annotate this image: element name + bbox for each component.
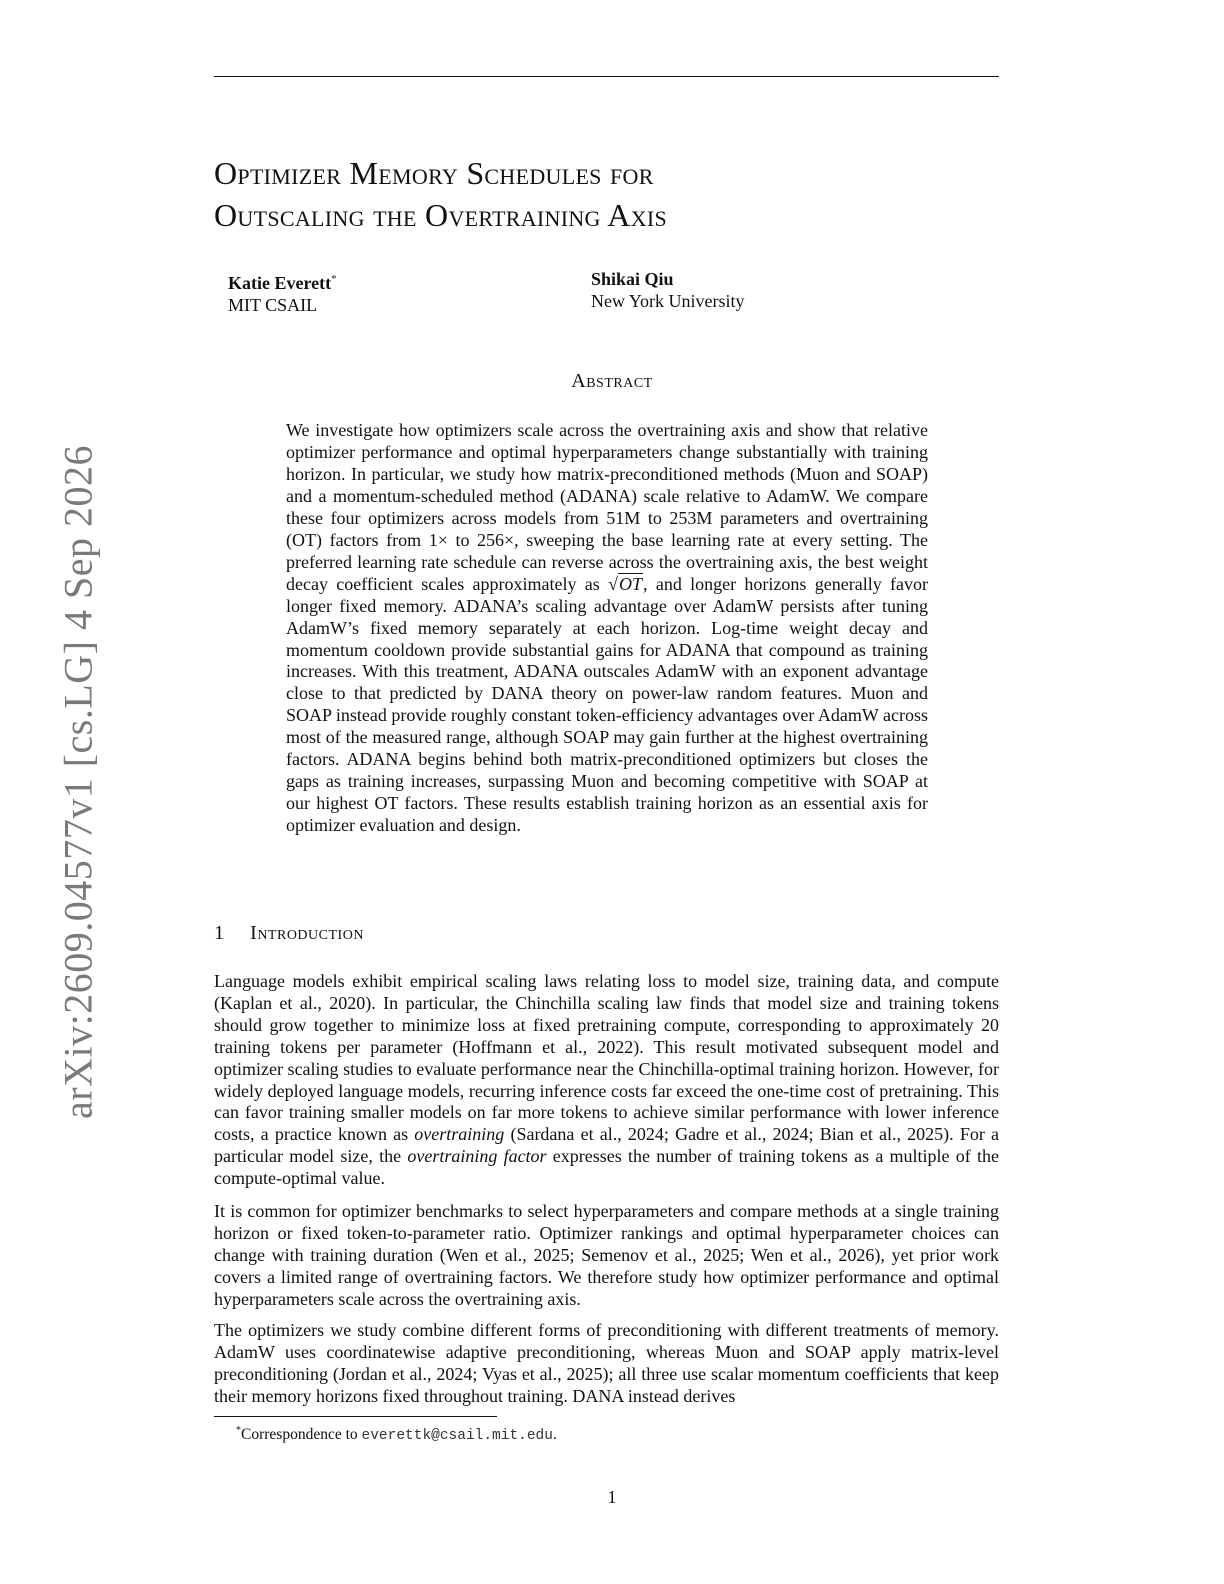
paper-title [214, 152, 1014, 236]
author-block-1 [228, 268, 337, 316]
author-name: Katie Everett* [228, 273, 337, 293]
author-affiliation: MIT CSAIL [228, 295, 318, 315]
author-block-2 [591, 268, 745, 312]
footnote: *Correspondence to everettk@csail.mit.edu. [236, 1425, 557, 1445]
footnote-rule [214, 1416, 497, 1417]
author-affiliation: New York University [591, 291, 745, 311]
abstract-text: We investigate how optimizers scale across the overtraining axis and show that relative optimizer performance and optimal hyperparameters change substantially with training horizon. In particular, we study how matrix-preconditioned methods (Muon and SOAP) and a momentum-scheduled method (ADANA) scale relative to AdamW. We compare these four optimizers across models from 51M to 253M parameters and overtraining (OT) factors from 1× to 256×, sweeping the base learning rate at every setting. The preferred learning rate schedule can reverse across the overtraining axis, the best weight decay coefficient scales approximately as √OT, and longer horizons generally favor longer fixed memory. ADANA’s scaling advantage over AdamW persists after tuning AdamW’s fixed memory separately at each horizon. Log-time weight decay and momentum cooldown provide substantial gains for ADANA that compound as training increases. With this treatment, ADANA outscales AdamW with an exponent advantage close to that predicted by DANA theory on power-law random features. Muon and SOAP instead provide roughly constant token-efficiency advantages over AdamW across most of the measured range, although SOAP may gain further at the highest overtraining factors. ADANA begins behind both matrix-preconditioned optimizers but closes the gaps as training increases, surpassing Muon and becoming competitive with SOAP at our highest OT factors. These results establish training horizon as an essential axis for optimizer evaluation and design. [286, 420, 928, 836]
author-name: Shikai Qiu [591, 269, 674, 289]
section-title: Introduction [250, 922, 364, 944]
title-line-1: Optimizer Memory Schedules for [214, 155, 654, 191]
sqrt-expression: √OT [608, 573, 643, 594]
footnote-marker: * [236, 1425, 241, 1436]
correspondence-email[interactable]: everettk@csail.mit.edu [361, 1428, 553, 1445]
intro-paragraph-3: The optimizers we study combine different forms of preconditioning with different treatments of memory. AdamW uses coordinatewise adaptive preconditioning, whereas Muon and SOAP apply matrix-level preconditioning (Jordan et al., 2024; Vyas et al., 2025); all three use scalar momentum coefficients that keep their memory horizons fixed throughout training. DANA instead derives [214, 1320, 999, 1406]
arxiv-identifier-stamp: arXiv:2609.04577v1 [cs.LG] 4 Sep 2026 [55, 445, 101, 1119]
title-rule [214, 76, 999, 77]
page-number: 1 [607, 1487, 617, 1507]
abstract-heading: Abstract [571, 370, 653, 392]
intro-paragraph-2: It is common for optimizer benchmarks to select hyperparameters and compare methods at a single training horizon or fixed token-to-parameter ratio. Optimizer rankings and optimal hyperparameter choices can change with training duration (Wen et al., 2025; Semenov et al., 2025; Wen et al., 2026), yet prior work covers a limited range of overtraining factors. We therefore study how optimizer performance and optimal hyperparameters scale across the overtraining axis. [214, 1201, 999, 1309]
section-heading-introduction [214, 922, 364, 945]
intro-paragraph-1: Language models exhibit empirical scaling laws relating loss to model size, training data, and compute (Kaplan et al., 2020). In particular, the Chinchilla scaling law finds that model size and training tokens should grow together to minimize loss at fixed pretraining compute, corresponding to approximately 20 training tokens per parameter (Hoffmann et al., 2022). This result motivated subsequent model and optimizer scaling studies to evaluate performance near the Chinchilla-optimal training horizon. However, for widely deployed language models, recurring inference costs far exceed the one-time cost of pretraining. This can favor training smaller models on far more tokens to achieve similar performance with lower inference costs, a practice known as overtraining (Sardana et al., 2024; Gadre et al., 2024; Bian et al., 2025). For a particular model size, the overtraining factor expresses the number of training tokens as a multiple of the compute-optimal value. [214, 971, 999, 1189]
title-line-2: Outscaling the Overtraining Axis [214, 197, 668, 233]
section-number: 1 [214, 922, 225, 944]
footnote-marker: * [331, 273, 337, 285]
